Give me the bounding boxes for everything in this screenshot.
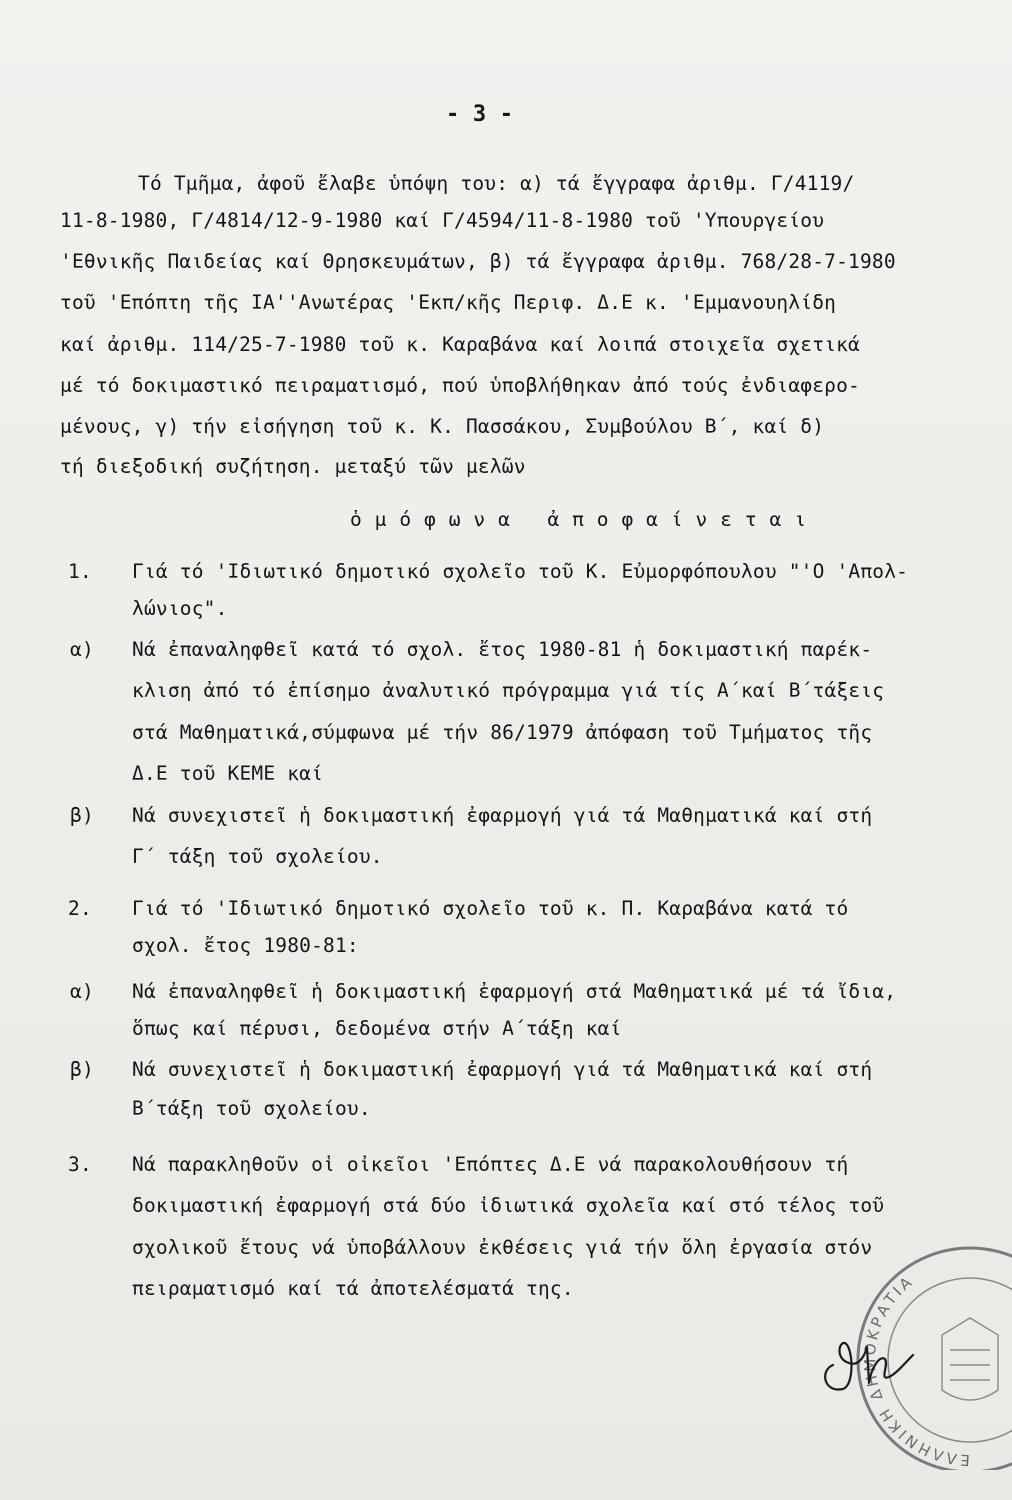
text-line: πειραματισμό καί τά ἀποτελέσματά της. [132,1277,574,1300]
text-line: κλιση ἀπό τό ἐπίσημο ἀναλυτικό πρόγραμμα γιά τίς Α΄καί Β΄τάξεις [132,679,885,702]
text-line: Νά συνεχιστεῖ ἡ δοκιμαστική ἐφαρμογή γιά τά Μαθηματικά καί στή [132,804,873,827]
text-line: Νά ἐπαναληφθεῖ ἡ δοκιμαστική ἐφαρμογή στά Μαθηματικά μέ τά ἴδια, [132,980,897,1003]
text-line: Γιά τό 'Ιδιωτικό δημοτικό σχολεῖο τοῦ κ. Π. Καραβάνα κατά τό [132,897,849,920]
text-line: σχολικοῦ ἔτους νά ὑποβάλλουν ἐκθέσεις γιά τήν ὅλη ἐργασία στόν [132,1236,873,1259]
text-line: δοκιμαστική ἐφαρμογή στά δύο ἰδιωτικά σχολεῖα καί στό τέλος τοῦ [132,1194,885,1217]
item-letter: α) [70,638,94,661]
text-line: 11-8-1980, Γ/4814/12-9-1980 καί Γ/4594/11-8-1980 τοῦ 'Υπουργείου [60,209,825,232]
text-line: λώνιος". [132,597,228,620]
text-line: Γιά τό 'Ιδιωτικό δημοτικό σχολεῖο τοῦ Κ. Εὐμορφόπουλου "'Ο 'Απολ- [132,560,909,583]
text-line: Τό Τμῆμα, ἀφοῦ ἔλαβε ὑπόψη του: α) τά ἔγγραφα ἀριθμ. Γ/4119/ [138,172,855,195]
text-line: ὅπως καί πέρυσι, δεδομένα στήν Α΄τάξη καί [132,1017,622,1040]
signature-icon [815,1325,925,1405]
item-letter: β) [70,1058,94,1081]
text-line: στά Μαθηματικά,σύμφωνα μέ τήν 86/1979 ἀπόφαση τοῦ Τμήματος τῆς [132,721,873,744]
text-line: μέ τό δοκιμαστικό πειραματισμό, πού ὑποβλήθηκαν ἀπό τούς ἐνδιαφερο- [60,374,860,397]
text-line: Γ΄ τάξη τοῦ σχολείου. [132,845,383,868]
page-number: - 3 - [446,102,514,127]
text-line: σχολ. ἔτος 1980-81: [132,934,359,957]
text-line: Νά συνεχιστεῖ ἡ δοκιμαστική ἐφαρμογή γιά τά Μαθηματικά καί στή [132,1058,873,1081]
text-line: μένους, γ) τήν εἰσήγηση τοῦ κ. Κ. Πασσάκου, Συμβούλου Β΄, καί δ) [60,415,825,438]
seal-text: ΕΛΛΗΝΙΚΗ ΔΗΜΟΚΡΑΤΙΑ [860,1271,971,1470]
text-line: Δ.Ε τοῦ ΚΕΜΕ καί [132,762,324,785]
text-line: τοῦ 'Επόπτη τῆς ΙΑ''Ανωτέρας 'Εκπ/κῆς Περιφ. Δ.Ε κ. 'Εμμανουηλίδη [60,291,837,314]
item-number: 3. [68,1153,92,1176]
text-line: καί ἀριθμ. 114/25-7-1980 τοῦ κ. Καραβάνα καί λοιπά στοιχεῖα σχετικά [60,333,860,356]
decision-heading: ὁ μ ό φ ω ν α ἀ π ο φ α ί ν ε τ α ι [350,508,807,531]
text-line: Β΄τάξη τοῦ σχολείου. [132,1097,371,1120]
text-line: 'Εθνικῆς Παιδείας καί Θρησκευμάτων, β) τά ἔγγραφα ἀριθμ. 768/28-7-1980 [60,250,896,273]
text-line: τή διεξοδική συζήτηση. μεταξύ τῶν μελῶν [60,455,526,478]
text-line: Νά παρακληθοῦν οἱ οἰκεῖοι 'Επόπτες Δ.Ε νά παρακολουθήσουν τή [132,1153,849,1176]
text-line: Νά ἐπαναληφθεῖ κατά τό σχολ. ἔτος 1980-81 ἡ δοκιμαστική παρέκ- [132,638,873,661]
item-number: 1. [68,560,92,583]
item-letter: α) [70,980,94,1003]
item-number: 2. [68,897,92,920]
item-letter: β) [70,804,94,827]
